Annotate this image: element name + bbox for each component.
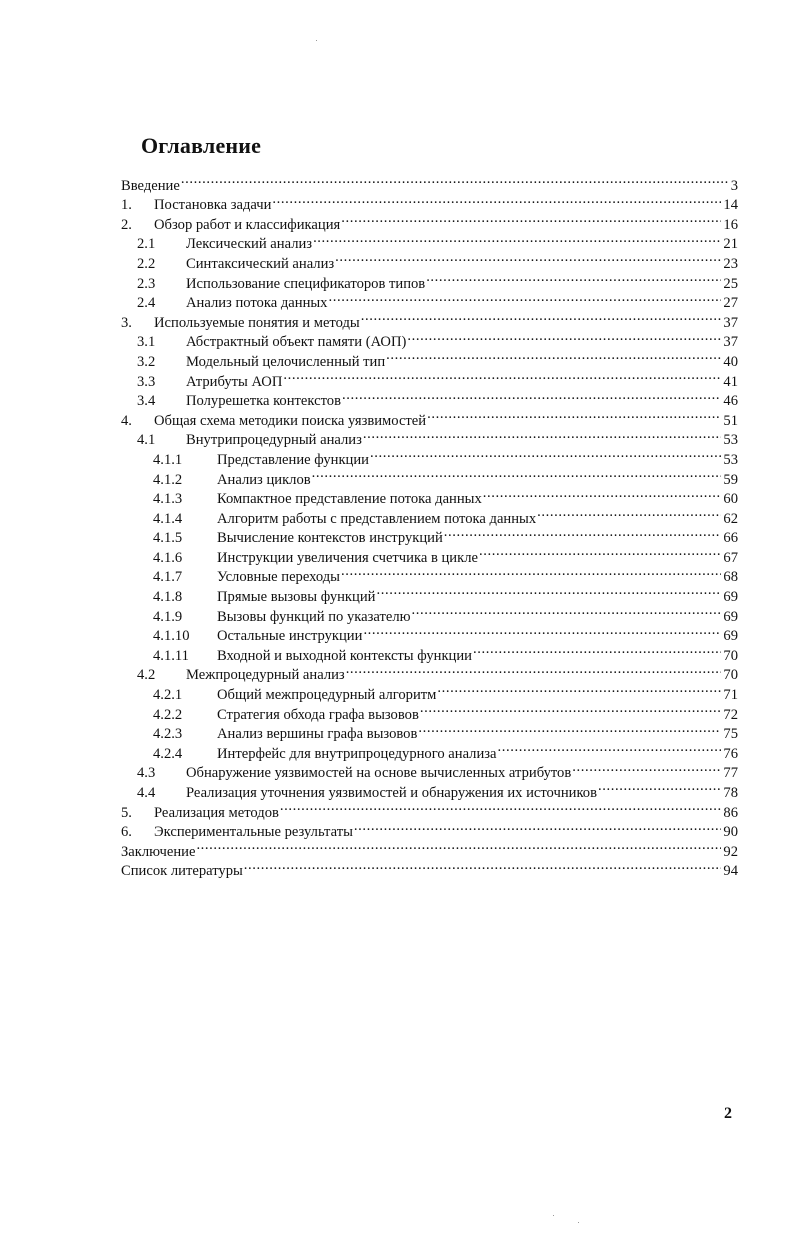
toc-entry-number: 3.: [121, 314, 132, 331]
toc-entry-number: 4.2.2: [153, 706, 183, 723]
toc-entry-number: 4.1.11: [153, 647, 189, 664]
toc-dot-leader: [342, 386, 721, 406]
toc-entry-number: 2.3: [137, 275, 156, 292]
toc-dot-leader: [328, 288, 721, 308]
toc-entry-title: Входной и выходной контексты функции: [217, 647, 472, 664]
toc-entry-page: 27: [723, 295, 738, 312]
toc-entry-title: Межпроцедурный анализ: [186, 667, 345, 684]
toc-entry-page: 14: [723, 197, 738, 214]
toc-entry-page: 92: [723, 843, 738, 860]
toc-entry-number: 6.: [121, 824, 132, 841]
toc-entry-title: Лексический анализ: [186, 236, 313, 253]
toc-entry-page: 86: [723, 804, 738, 821]
toc-entry-page: 90: [723, 824, 738, 841]
toc-dot-leader: [420, 699, 722, 719]
toc-dot-leader: [312, 464, 722, 484]
toc-entry-page: 60: [723, 491, 738, 508]
toc-entry-title: Полурешетка контекстов: [186, 393, 341, 410]
toc-dot-leader: [444, 523, 722, 543]
page-title: Оглавление: [141, 133, 262, 158]
toc-entry-number: 2.2: [137, 255, 156, 272]
toc-entry-title: Реализация уточнения уязвимостей и обнаружения их источников: [186, 785, 597, 801]
toc-dot-leader: [598, 777, 721, 797]
toc-entry-title: Абстрактный объект памяти (АОП): [186, 334, 407, 351]
toc-dot-leader: [354, 817, 722, 837]
toc-entry-title: Общий межпроцедурный алгоритм: [217, 687, 437, 704]
toc-entry-number: 2.1: [137, 236, 156, 253]
toc-entry-number: 4.1.7: [153, 569, 183, 586]
toc-entry-title: Инструкции увеличения счетчика в цикле: [217, 549, 478, 566]
toc-entry-page: 53: [723, 451, 738, 468]
toc-entry-number: 1.: [121, 197, 132, 214]
toc-entry-page: 3: [730, 177, 738, 194]
toc-dot-leader: [427, 405, 721, 425]
toc-entry-page: 51: [723, 412, 738, 429]
toc-entry-number: 4.: [121, 412, 132, 429]
toc-entry-title: Представление функции: [217, 451, 369, 468]
toc-dot-leader: [272, 190, 721, 210]
toc-entry-page: 23: [723, 255, 738, 272]
toc-entry-page: 25: [723, 275, 738, 292]
toc-entry-page: 94: [723, 863, 738, 880]
toc-entry-page: 41: [723, 373, 738, 390]
toc-dot-leader: [363, 425, 722, 445]
toc-entry-page: 77: [723, 765, 738, 782]
toc-dot-leader: [361, 307, 722, 327]
toc-entry-number: 4.1.9: [153, 608, 183, 625]
toc-entry-title: Реализация методов: [154, 804, 279, 821]
toc-entry-number: 4.1.6: [153, 549, 183, 566]
toc-entry-title: Синтаксический анализ: [186, 255, 335, 272]
toc-entry-page: 40: [723, 353, 738, 370]
toc-entry-title: Использование спецификаторов типов: [186, 275, 426, 292]
toc-dot-leader: [407, 327, 721, 347]
toc-entry-number: 4.1.5: [153, 530, 183, 547]
toc-entry-page: 16: [723, 216, 738, 233]
toc-entry: [121, 190, 738, 214]
toc-entry-title: Заключение: [121, 843, 196, 860]
toc-dot-leader: [473, 640, 721, 660]
toc-entry-page: 66: [723, 530, 738, 547]
scan-speck: [553, 1215, 554, 1216]
toc-entry-page: 53: [723, 432, 738, 449]
toc-entry-title: Интерфейс для внутрипроцедурного анализа: [217, 745, 497, 762]
toc-dot-leader: [181, 170, 729, 190]
toc-entry-title: Список литературы: [121, 863, 243, 880]
toc-entry-number: 4.1.2: [153, 471, 183, 488]
toc-entry-number: 3.3: [137, 373, 156, 390]
toc-entry-number: 5.: [121, 804, 132, 821]
toc-entry-number: 4.3: [137, 765, 156, 782]
toc-entry-title: Анализ вершины графа вызовов: [217, 726, 418, 743]
toc-entry-page: 70: [723, 647, 738, 664]
toc-entry-title: Общая схема методики поиска уязвимостей: [154, 412, 427, 429]
toc-entry-title: Анализ циклов: [217, 471, 311, 488]
toc-entry-title: Экспериментальные результаты: [154, 824, 353, 841]
toc-dot-leader: [363, 621, 721, 641]
toc-dot-leader: [537, 503, 721, 523]
toc-entry-number: 4.1.1: [153, 451, 183, 468]
toc-entry-number: 2.: [121, 216, 132, 233]
toc-entry-title: Атрибуты АОП: [186, 373, 283, 390]
toc-entry-title: Алгоритм работы с представлением потока данных: [217, 510, 537, 527]
toc-entry: [121, 856, 738, 880]
toc-entry-title: Стратегия обхода графа вызовов: [217, 706, 419, 723]
toc-entry-page: 72: [723, 706, 738, 723]
toc-entry-page: 75: [723, 726, 738, 743]
toc-entry-number: 4.1: [137, 432, 156, 449]
toc-entry-page: 69: [723, 608, 738, 625]
toc-dot-leader: [437, 679, 721, 699]
toc-entry: [121, 836, 738, 860]
toc-entry-page: 71: [723, 687, 738, 704]
toc-entry-page: 70: [723, 667, 738, 684]
toc-entry-title: Постановка задачи: [154, 197, 272, 214]
toc-dot-leader: [418, 719, 721, 739]
toc-dot-leader: [370, 444, 721, 464]
toc-entry-title: Анализ потока данных: [186, 295, 328, 312]
toc-entry-title: Обнаружение уязвимостей на основе вычисленных атрибутов: [186, 765, 572, 782]
toc-entry-title: Вызовы функций по указателю: [217, 608, 411, 625]
toc-entry-page: 46: [723, 393, 738, 410]
toc-entry-title: Введение: [121, 177, 180, 194]
toc-entry-number: 3.4: [137, 393, 156, 410]
scan-speck: [578, 1222, 579, 1223]
toc-entry-number: 2.4: [137, 295, 156, 312]
toc-entry-title: Внутрипроцедурный анализ: [186, 432, 362, 449]
toc-entry-title: Условные переходы: [217, 569, 340, 586]
toc-entry-number: 4.1.3: [153, 491, 183, 508]
toc-entry-page: 37: [723, 334, 738, 351]
toc-dot-leader: [386, 346, 721, 366]
toc-entry-page: 69: [723, 628, 738, 645]
toc-dot-leader: [346, 660, 722, 680]
toc-entry-number: 4.2.4: [153, 745, 183, 762]
table-of-contents: [121, 170, 738, 880]
toc-dot-leader: [426, 268, 721, 288]
toc-entry-number: 4.2: [137, 667, 156, 684]
toc-entry-title: Вычисление контекстов инструкций: [217, 530, 443, 547]
toc-dot-leader: [479, 542, 721, 562]
toc-entry-number: 4.1.4: [153, 510, 183, 527]
toc-entry-page: 68: [723, 569, 738, 586]
toc-entry-title: Модельный целочисленный тип: [186, 353, 386, 370]
toc-entry-title: Остальные инструкции: [217, 628, 363, 645]
toc-dot-leader: [412, 601, 722, 621]
toc-entry: [121, 170, 738, 194]
toc-entry-page: 59: [723, 471, 738, 488]
toc-dot-leader: [483, 484, 722, 504]
toc-entry-number: 4.1.8: [153, 589, 183, 606]
toc-dot-leader: [376, 581, 721, 601]
toc-entry-title: Прямые вызовы функций: [217, 589, 376, 606]
toc-dot-leader: [341, 209, 721, 229]
toc-entry-page: 76: [723, 745, 738, 762]
toc-entry-title: Обзор работ и классификация: [154, 216, 341, 233]
toc-entry-page: 67: [723, 549, 738, 566]
toc-dot-leader: [244, 856, 722, 876]
toc-entry-title: Используемые понятия и методы: [154, 314, 360, 331]
toc-dot-leader: [196, 836, 721, 856]
toc-entry-number: 3.1: [137, 334, 156, 351]
toc-entry-page: 69: [723, 589, 738, 606]
toc-entry-number: 4.2.3: [153, 726, 183, 743]
toc-dot-leader: [498, 738, 722, 758]
scan-speck: [316, 40, 317, 41]
toc-entry-page: 37: [723, 314, 738, 331]
toc-entry-number: 4.4: [137, 785, 156, 801]
toc-entry-page: 21: [723, 236, 738, 253]
toc-entry-number: 4.1.10: [153, 628, 190, 645]
toc-dot-leader: [341, 562, 721, 582]
page-number: 2: [724, 1105, 732, 1122]
toc-dot-leader: [313, 229, 721, 249]
toc-dot-leader: [335, 248, 721, 268]
toc-dot-leader: [283, 366, 721, 386]
toc-dot-leader: [280, 797, 722, 817]
toc-entry-page: 62: [723, 510, 738, 527]
toc-entry-page: 78: [723, 785, 738, 801]
toc-dot-leader: [572, 758, 721, 778]
toc-entry-number: 4.2.1: [153, 687, 183, 704]
toc-entry-number: 3.2: [137, 353, 156, 370]
toc-entry-title: Компактное представление потока данных: [217, 491, 482, 508]
